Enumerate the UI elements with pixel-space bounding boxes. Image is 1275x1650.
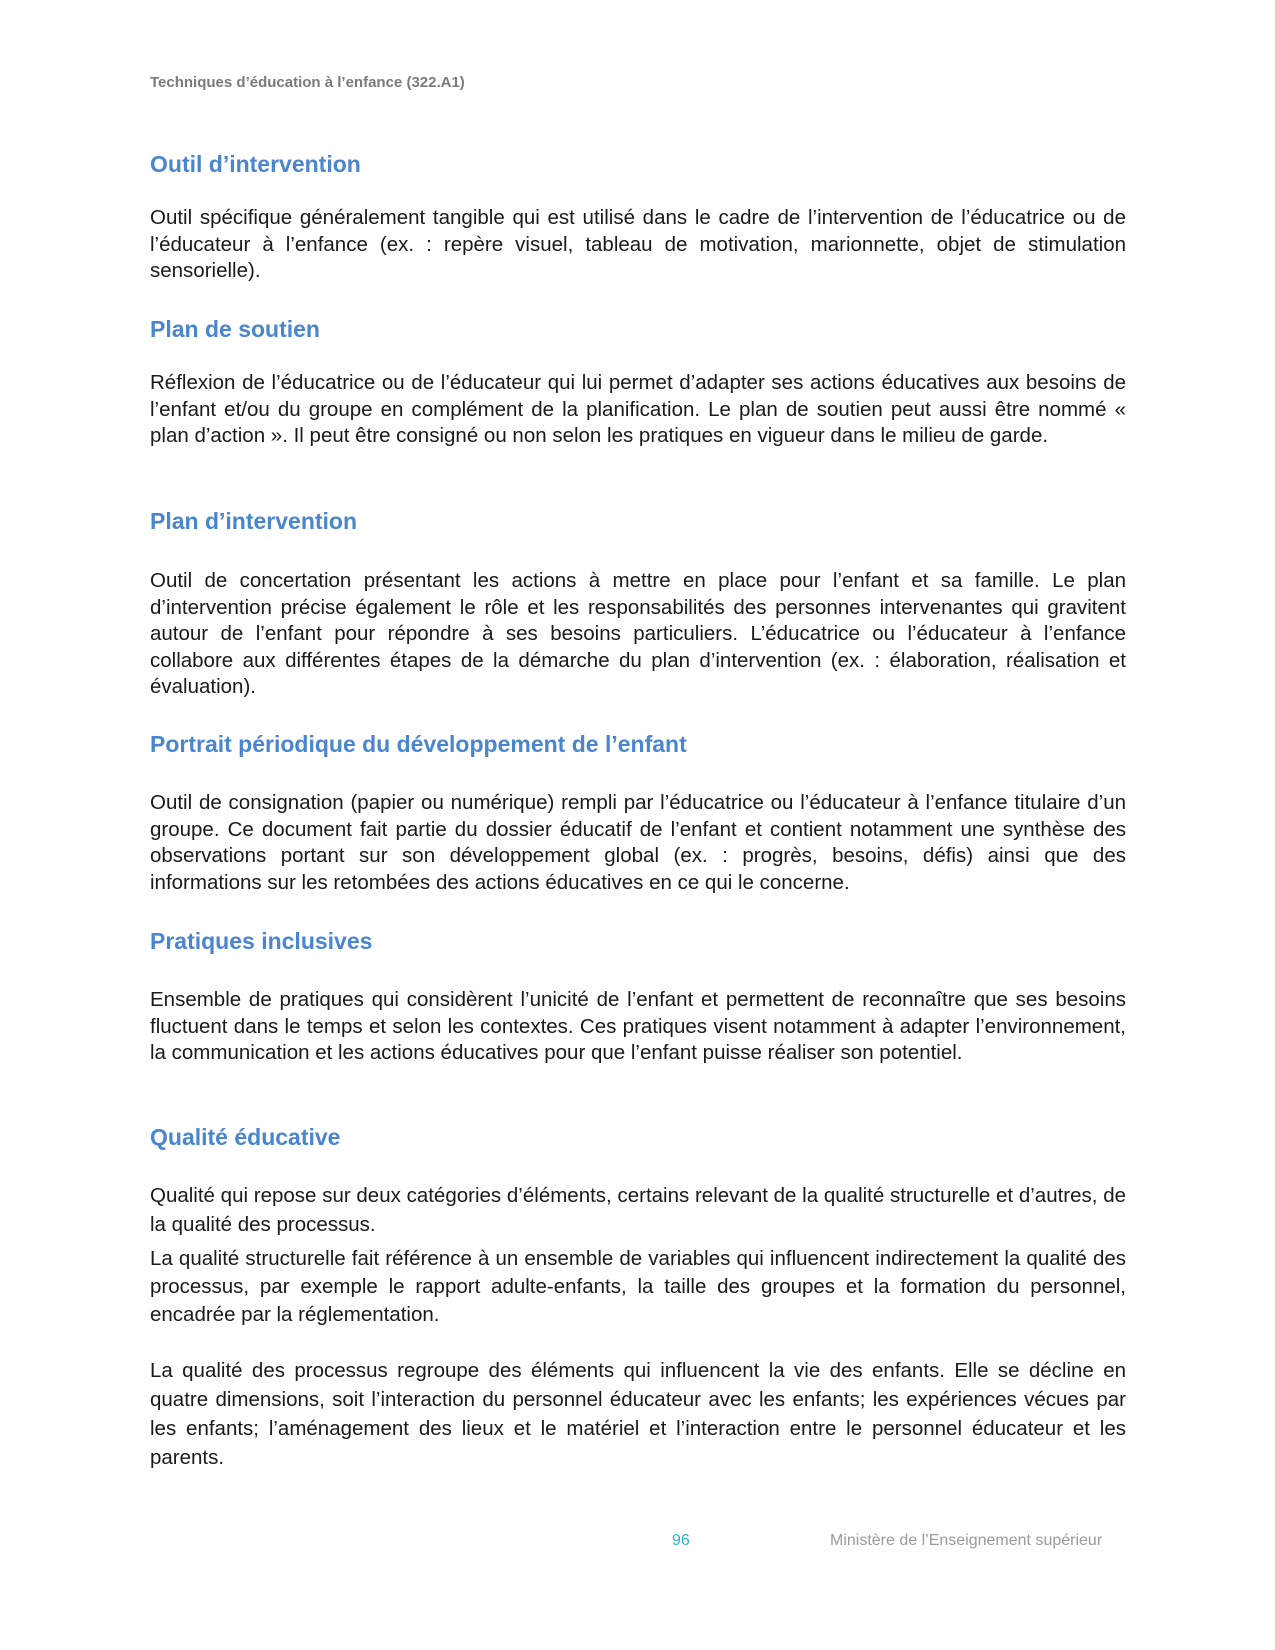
term-definition: Outil de consignation (papier ou numérique) rempli par l’éducatrice ou l’éducateur à l’enfance titulaire d’un groupe. Ce document fait partie du dossier éducatif de l’enfant et contient notamment une synthèse des observations portant sur son développement global (ex. : progrès, besoins, défis) ainsi que des informations sur les retombées des actions éducatives en ce qui le concerne.	[150, 791, 1126, 894]
term-title: Pratiques inclusives	[150, 928, 373, 954]
term-definition: Outil spécifique généralement tangible qui est utilisé dans le cadre de l’intervention de l’éducatrice ou de l’éducateur à l’enfance (ex. : repère visuel, tableau de motivation, marionnette, objet de stimulation sensorielle).	[150, 206, 1126, 282]
running-header: Techniques d’éducation à l’enfance (322.A1)	[150, 74, 465, 91]
term-definition: Qualité qui repose sur deux catégories d’éléments, certains relevant de la qualité structurelle et d’autres, de la qualité des processus.	[150, 1184, 1126, 1236]
term-title: Plan de soutien	[150, 316, 320, 342]
term-title: Plan d’intervention	[150, 508, 358, 534]
term-title: Qualité éducative	[150, 1124, 341, 1150]
footer-ministry: Ministère de l’Enseignement supérieur	[830, 1532, 1103, 1549]
term-definition: La qualité des processus regroupe des éléments qui influencent la vie des enfants. Elle se décline en quatre dimensions, soit l’interaction du personnel éducateur avec les enfants; les expériences vécues par les enfants; l’aménagement des lieux et le matériel et l’interaction entre le personnel éducateur et les parents.	[150, 1359, 1126, 1469]
page-number: 96	[672, 1532, 690, 1549]
term-title: Outil d’intervention	[150, 151, 361, 177]
term-definition: Outil de concertation présentant les actions à mettre en place pour l’enfant et sa famille. Le plan d’intervention précise également le rôle et les responsabilités des personnes intervenantes qui gravitent autour de l’enfant pour répondre à ses besoins particuliers. L’éducatrice ou l’éducateur à l’enfance collabore aux différentes étapes de la démarche du plan d’intervention (ex. : élaboration, réalisation et évaluation).	[150, 569, 1126, 698]
term-title: Portrait périodique du développement de l’enfant	[150, 731, 687, 757]
term-definition: La qualité structurelle fait référence à un ensemble de variables qui influencent indirectement la qualité des processus, par exemple le rapport adulte-enfants, la taille des groupes et la formation du personnel, encadrée par la réglementation.	[150, 1247, 1126, 1326]
term-definition: Réflexion de l’éducatrice ou de l’éducateur qui lui permet d’adapter ses actions éducatives aux besoins de l’enfant et/ou du groupe en complément de la planification. Le plan de soutien peut aussi être nommé « plan d’action ». Il peut être consigné ou non selon les pratiques en vigueur dans le milieu de garde.	[150, 371, 1126, 447]
term-definition: Ensemble de pratiques qui considèrent l’unicité de l’enfant et permettent de reconnaître que ses besoins fluctuent dans le temps et selon les contextes. Ces pratiques visent notamment à adapter l’environnement, la communication et les actions éducatives pour que l’enfant puisse réaliser son potentiel.	[150, 988, 1126, 1064]
